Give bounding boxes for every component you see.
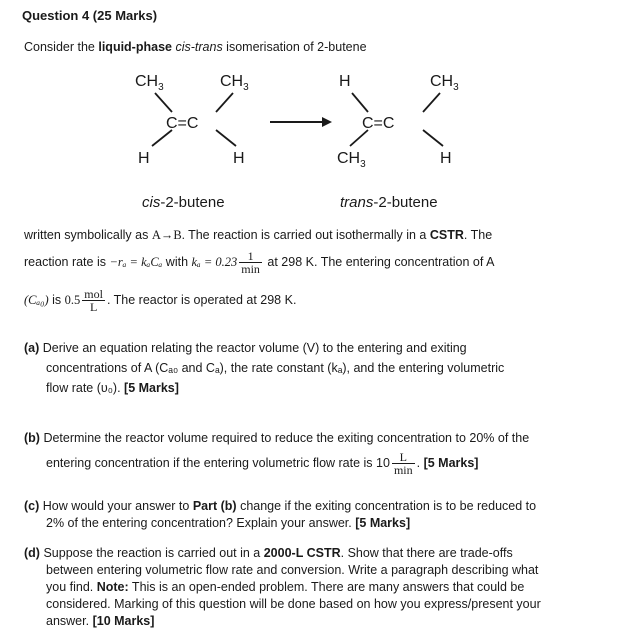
p3-text-a: is [48, 292, 65, 307]
part-b-fraction [392, 451, 415, 476]
p2-text-b: with [162, 254, 192, 269]
trans-ch3-right: $CH_3$ [430, 73, 459, 93]
part-d-line-3c: This is an open-ended problem. There are many answers that could be [128, 580, 525, 594]
p3-frac-num: mol [84, 287, 103, 301]
paragraph-line-2 [24, 250, 494, 275]
p1-text-b: The reaction is carried out isothermally in a [184, 228, 430, 242]
trans-bond-bottom-right [423, 130, 443, 146]
trans-double-bond: C=C [362, 115, 395, 132]
trans-bond-bottom-left [350, 130, 368, 146]
part-c-line-1a: How would your answer to [42, 499, 193, 513]
reaction-scheme [0, 0, 619, 200]
paragraph-line-3 [24, 288, 296, 313]
part-d-line-4: considered. Marking of this question will be done based on how you express/present your [46, 597, 541, 611]
trans-bond-top-left [352, 93, 368, 112]
p2-text-a: reaction rate is [24, 254, 110, 269]
cis-caption-rest: -2-butene [160, 194, 225, 211]
cis-bond-bottom-right [216, 130, 236, 146]
part-a-label: (a) [24, 341, 40, 355]
p1-equation: A→B. [151, 228, 185, 242]
part-b-label: (b) [24, 431, 40, 445]
reaction-arrow-head [322, 117, 332, 127]
p2-rate-constant: kₐ = 0.23 [191, 254, 238, 269]
part-d [24, 545, 604, 630]
paragraph-line-1 [24, 228, 492, 243]
cis-bond-top-right [216, 93, 233, 112]
part-b-marks: [5 Marks] [423, 455, 479, 470]
part-d-line-5: answer. [46, 614, 90, 628]
trans-h-top-left: H [339, 73, 351, 90]
part-b-line-2: entering concentration if the entering volumetric flow rate is 10 [46, 455, 390, 470]
p1-text-a: written symbolically as [24, 228, 152, 242]
trans-h-right: H [440, 150, 452, 167]
part-c-part-ref: Part (b) [192, 499, 237, 513]
part-a-line-3: flow rate (υ₀). [46, 381, 121, 395]
p3-text-b: . The reactor is operated at 298 K. [106, 292, 297, 307]
trans-ch3-bottom: $CH_3$ [337, 150, 366, 170]
part-b: (b) Determine the reactor volume required to reduce the exiting concentration to 20% of the entering concentration if the entering volumetric flow rate is 10 $\frac{L}{\min}$ . [5 Marks] [24, 431, 530, 477]
p3-ca0: (Cₐ₀) [24, 292, 49, 307]
intro-prefix: Consider the [24, 40, 99, 54]
part-c-label: (c) [24, 499, 40, 513]
part-d-line-3a: you find. [46, 580, 97, 594]
cis-bond-top-left [155, 93, 172, 112]
p2-text-c: at 298 K. The entering concentration of A [263, 254, 495, 269]
part-d-line-2: between entering volumetric flow rate and conversion. Write a paragraph describing what [46, 563, 539, 577]
part-c [24, 498, 599, 532]
part-a-marks: [5 Marks] [124, 381, 179, 395]
cis-bond-bottom-left [152, 130, 172, 146]
trans-caption-rest: -2-butene [373, 194, 438, 211]
part-d-cstr: 2000-L CSTR [263, 546, 341, 560]
part-b-line-1: Determine the reactor volume required to reduce the exiting concentration to 20% of the [43, 431, 530, 445]
part-a [24, 340, 599, 397]
p1-cstr: CSTR [429, 228, 464, 242]
intro-bold: liquid-phase [98, 40, 172, 54]
trans-caption [340, 194, 438, 211]
question-title: Question 4 (25 Marks) [22, 8, 158, 23]
p2-frac-den: min [241, 262, 260, 276]
intro-suffix: isomerisation of 2-butene [222, 40, 367, 54]
part-c-line-1c: change if the exiting concentration is to be reduced to [236, 499, 537, 513]
part-d-line-1a: Suppose the reaction is carried out in a [43, 546, 264, 560]
part-d-marks: [10 Marks] [92, 614, 155, 628]
part-b-frac-num: L [392, 451, 415, 464]
part-d-label: (d) [24, 546, 40, 560]
cis-double-bond: C=C [166, 115, 199, 132]
cis-ch3-right: $CH_3$ [220, 73, 249, 93]
cis-caption [142, 194, 225, 211]
cis-h-left: H [138, 150, 150, 167]
cis-ch3-left: $CH_3$ [135, 73, 164, 93]
p3-value: 0.5 [64, 292, 81, 307]
p2-rate-law: −rₐ = kₐCₐ [109, 254, 163, 269]
p2-frac-num: 1 [239, 250, 262, 263]
cis-h-right: H [233, 150, 245, 167]
part-c-marks: [5 Marks] [355, 516, 411, 530]
p1-text-c: . The [463, 228, 493, 242]
part-d-line-1c: . Show that there are trade-offs [340, 546, 513, 560]
part-a-line-1: Derive an equation relating the reactor volume (V) to the entering and exiting [42, 341, 467, 355]
trans-caption-italic: trans [340, 194, 374, 211]
p2-fraction [239, 250, 262, 275]
part-d-note: Note: [96, 580, 129, 594]
cis-caption-italic: cis [142, 194, 161, 211]
part-a-line-2: concentrations of A (Cₐ₀ and Cₐ), the rate constant (kₐ), and the entering volumetric [46, 361, 505, 375]
intro-italic: cis-trans [175, 40, 223, 54]
trans-bond-top-right [423, 93, 440, 112]
part-b-frac-den: min [393, 463, 413, 477]
p3-frac-den: L [89, 300, 98, 314]
part-c-line-2: 2% of the entering concentration? Explain your answer. [46, 516, 352, 530]
p3-fraction [82, 288, 105, 313]
